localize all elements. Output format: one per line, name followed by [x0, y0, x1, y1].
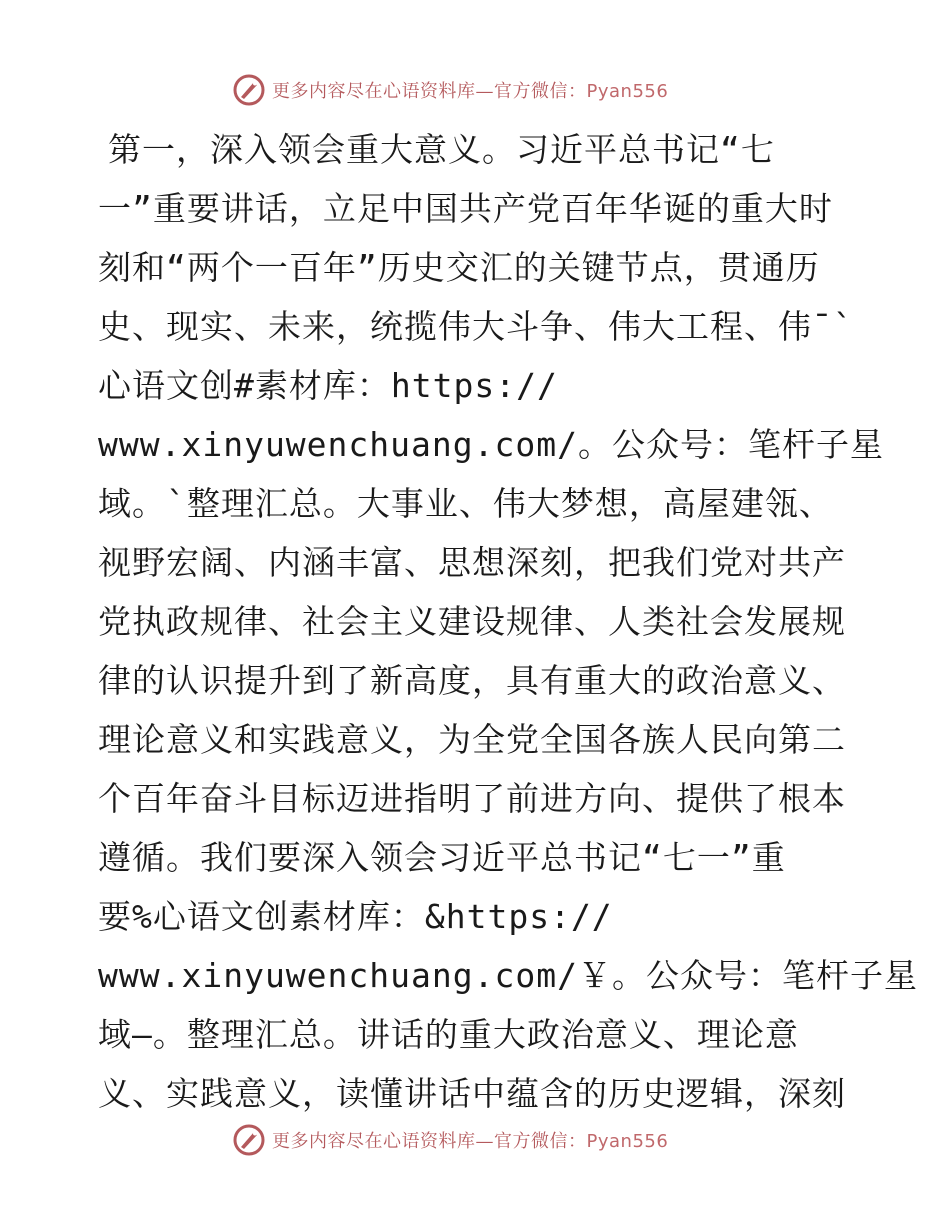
banner-wechat-id: Pyan556: [586, 1131, 669, 1152]
text-line: 域。`整理汇总。大事业、伟大梦想，高屋建瓴、: [98, 484, 833, 523]
text-line: 域—。整理汇总。讲话的重大政治意义、理论意: [98, 1015, 799, 1054]
banner-text: 更多内容尽在心语资料库—官方微信：: [272, 1131, 587, 1152]
text-line: 心语文创#素材库：https://: [98, 366, 558, 405]
text-line: 一”重要讲话，立足中国共产党百年华诞的重大时: [98, 189, 833, 228]
text-line: 理论意义和实践意义，为全党全国各族人民向第二: [98, 720, 846, 759]
text-line: 视野宏阔、内涵丰富、思想深刻，把我们党对共产: [98, 543, 846, 582]
pen-nib-logo-icon: [232, 73, 266, 107]
text-line: 第一，深入领会重大意义。习近平总书记“七: [108, 130, 775, 169]
text-line: 刻和“两个一百年”历史交汇的关键节点，贯通历: [98, 248, 820, 287]
text-line: 遵循。我们要深入领会习近平总书记“七一”重: [98, 838, 786, 877]
header-watermark-banner: [232, 70, 752, 110]
banner-text: 更多内容尽在心语资料库—官方微信：: [272, 81, 587, 102]
banner-wechat-id: Pyan556: [586, 81, 669, 102]
text-line: 党执政规律、社会主义建设规律、人类社会发展规: [98, 602, 846, 641]
text-line: 个百年奋斗目标迈进指明了前进方向、提供了根本: [98, 779, 846, 818]
text-line: 要%心语文创素材库：&https://: [98, 897, 613, 936]
text-line: 义、实践意义，读懂讲话中蕴含的历史逻辑，深刻: [98, 1074, 846, 1113]
text-line: www.xinyuwenchuang.com/￥。公众号：笔杆子星: [98, 956, 918, 995]
text-line: 史、现实、未来，统揽伟大斗争、伟大工程、伟¯`: [98, 307, 854, 346]
pen-nib-logo-icon: [232, 1123, 266, 1157]
footer-watermark-banner: [232, 1120, 752, 1160]
document-body: [98, 120, 918, 1123]
text-line: 律的认识提升到了新高度，具有重大的政治意义、: [98, 661, 846, 700]
text-line: www.xinyuwenchuang.com/。公众号：笔杆子星: [98, 425, 884, 464]
